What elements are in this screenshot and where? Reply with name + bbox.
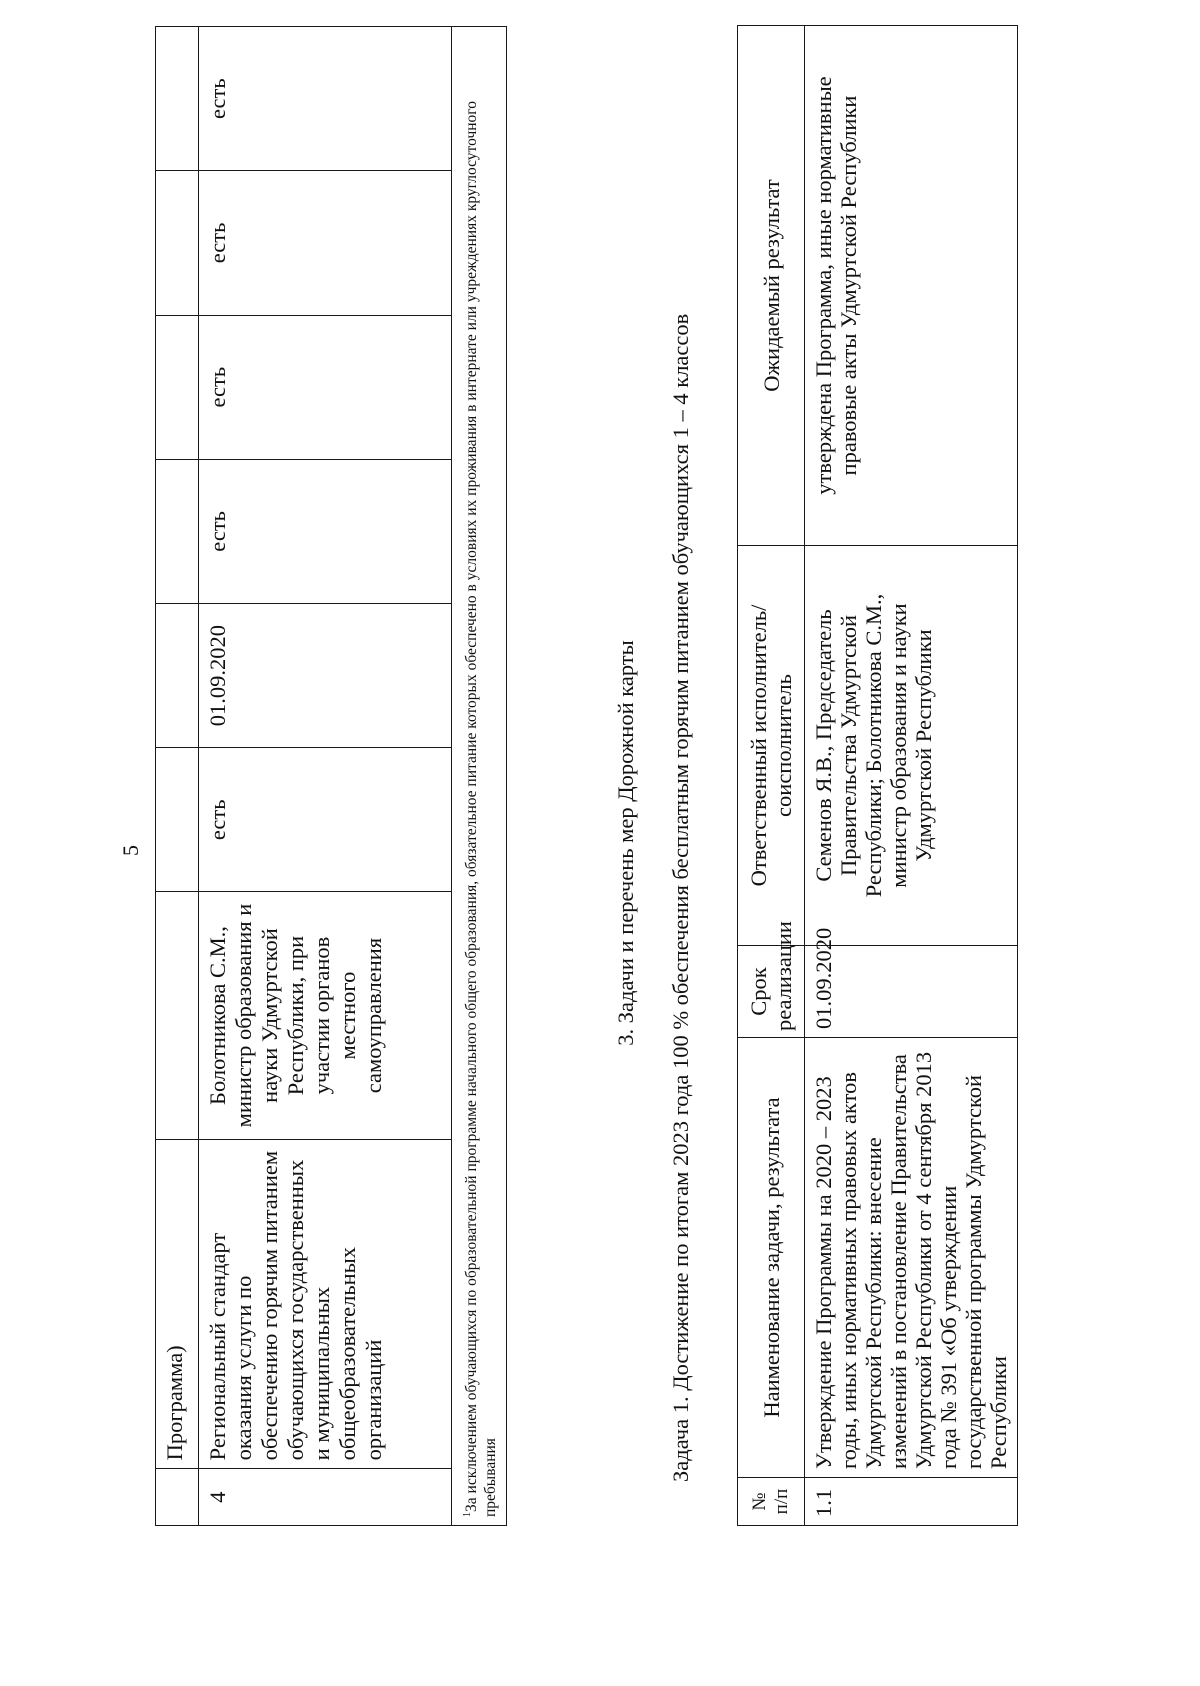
page-number: 5 (118, 845, 143, 856)
roadmap-table (737, 25, 1018, 1526)
table-cell (156, 748, 199, 892)
table-row (156, 27, 199, 1526)
col-header-term: Срок реализации (738, 946, 805, 1038)
value-cell: есть (199, 315, 452, 459)
col-header-responsible: Ответственный исполнитель/соисполнитель (738, 546, 805, 946)
table-cell: Программа) (156, 1139, 199, 1469)
table-cell (156, 1469, 199, 1526)
col-header-name: Наименование задачи, результата (738, 1038, 805, 1478)
col-header-number: № п/п (738, 1478, 805, 1526)
table-cell (156, 603, 199, 747)
row-number: 4 (199, 1469, 452, 1526)
task-name: Утверждение Программы на 2020 – 2023 годы, иных нормативных правовых актов Удмуртской Республики: внесение изменений в постановление Правительства Удмуртской Республики от 4 сентября 2013 года № 391 «Об утверждении государственной программы Удмуртской Республики (805, 1038, 1018, 1478)
value-cell: 01.09.2020 (199, 603, 452, 747)
expected-result: утверждена Программа, иные нормативные правовые акты Удмуртской Республики (805, 26, 1018, 546)
footnote (452, 27, 507, 1526)
table-cell (156, 459, 199, 603)
indicators-table (155, 26, 507, 1526)
table-header-row (738, 26, 805, 1526)
col-header-result: Ожидаемый результат (738, 26, 805, 546)
table-cell (156, 892, 199, 1139)
measure-name: Региональный стандарт оказания услуги по обеспечению горячим питанием обучающихся государственных и муниципальных общеобразовательных организаций (199, 1139, 452, 1469)
table-row (199, 27, 452, 1526)
responsible-person: Болотникова С.М., министр образования и науки Удмуртской Республики, при участии органов местного самоуправления (199, 892, 452, 1139)
footnote-text: За исключением обучающихся по образовательной программе начального общего образования, обязательное питание которых обеспечено в условиях их проживания в интернате или учреждениях круглосуточного пребывания (463, 100, 500, 1517)
row-number: 1.1 (805, 1478, 1018, 1526)
table-cell (156, 27, 199, 171)
section-title: 3. Задачи и перечень мер Дорожной карты (613, 640, 638, 1046)
table-cell (156, 315, 199, 459)
value-cell: есть (199, 748, 452, 892)
footnote-row (452, 27, 507, 1526)
table-cell (156, 171, 199, 315)
term: 01.09.2020 (805, 946, 1018, 1038)
value-cell: есть (199, 459, 452, 603)
value-cell: есть (199, 171, 452, 315)
task-text: Задача 1. Достижение по итогам 2023 года 100 % обеспечения бесплатным горячим питанием обучающихся 1 – 4 классов (668, 313, 693, 1482)
value-cell: есть (199, 27, 452, 171)
table-row (805, 26, 1018, 1526)
footnote-mark: 1 (462, 1512, 473, 1517)
responsible-person: Семенов Я.В., Председатель Правительства Удмуртской Республики; Болотникова С.М., министр образования и науки Удмуртской Республики (805, 546, 1018, 946)
